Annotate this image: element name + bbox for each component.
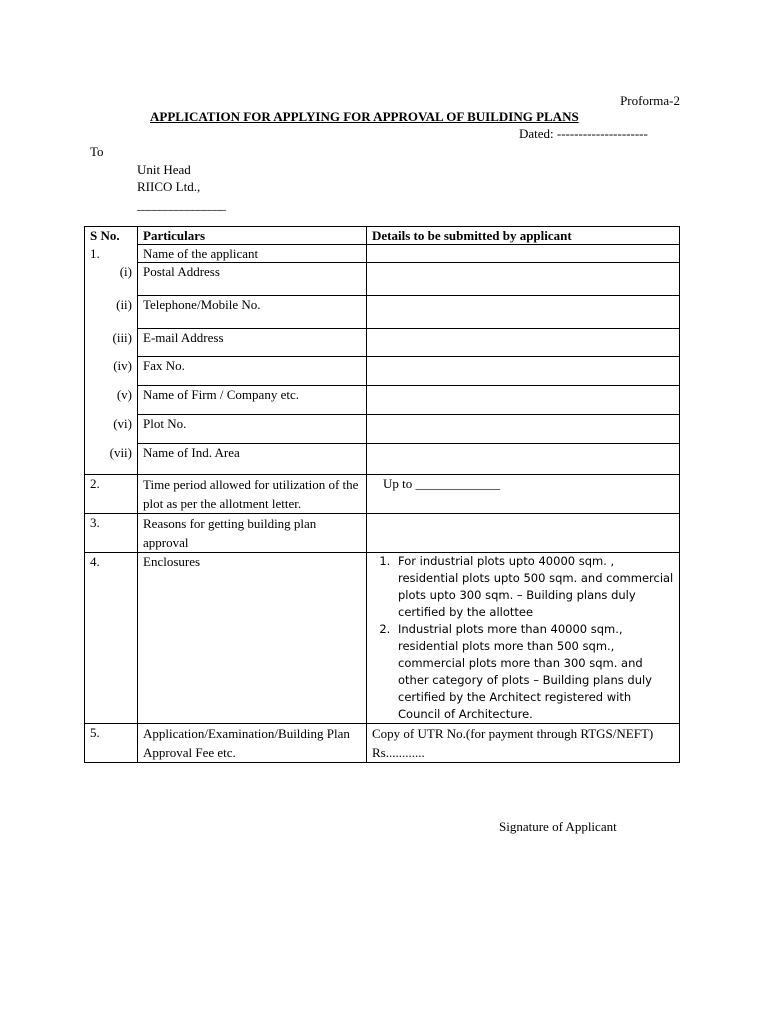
- row-sno: (v): [85, 386, 138, 415]
- table-row: [85, 552, 680, 723]
- row-sno: (ii): [85, 296, 138, 329]
- row-details[interactable]: [367, 296, 680, 329]
- row-particulars: Name of the applicant: [138, 245, 367, 263]
- row-particulars: Plot No.: [138, 415, 367, 444]
- table-row: [85, 263, 680, 296]
- header-sno: S No.: [85, 227, 138, 245]
- row-particulars: Name of Ind. Area: [138, 444, 367, 475]
- row-details[interactable]: [367, 357, 680, 386]
- row-particulars: Reasons for getting building plan approval: [138, 513, 367, 552]
- table-row: [85, 723, 680, 762]
- table-row: [85, 386, 680, 415]
- table-row: [85, 329, 680, 357]
- signature-label: Signature of Applicant: [499, 819, 617, 834]
- row-particulars: Postal Address: [138, 263, 367, 296]
- dated-field: Dated: ---------------------: [519, 126, 648, 141]
- enclosure-item: 2. Industrial plots more than 40000 sqm., residential plots more than 500 sqm., commercial plots more than 300 sqm. and other category of plots – Building plans duly certified by the Architect registered with Council of Architecture.: [394, 621, 674, 723]
- form-title: APPLICATION FOR APPLYING FOR APPROVAL OF BUILDING PLANS: [150, 109, 579, 124]
- table-row: [85, 357, 680, 386]
- row-sno: 4.: [85, 552, 138, 723]
- table-row: [85, 245, 680, 263]
- enclosures-cell: [367, 552, 680, 723]
- application-table: [84, 226, 680, 763]
- row-particulars: Enclosures: [138, 552, 367, 723]
- table-row: [85, 296, 680, 329]
- row-sno: 5.: [85, 723, 138, 762]
- enclosure-item: 1. For industrial plots upto 40000 sqm. , residential plots upto 500 sqm. and commercial plots upto 300 sqm. – Building plans duly certified by the allottee: [394, 553, 674, 621]
- table-row: [85, 444, 680, 475]
- table-row: [85, 513, 680, 552]
- row-details[interactable]: [367, 263, 680, 296]
- row-details[interactable]: [367, 513, 680, 552]
- header-particulars: Particulars: [138, 227, 367, 245]
- row-sno: 2.: [85, 474, 138, 513]
- row-details[interactable]: [367, 329, 680, 357]
- address-to: To: [90, 144, 104, 159]
- row-sno: (vi): [85, 415, 138, 444]
- header-details: Details to be submitted by applicant: [367, 227, 680, 245]
- row-sno: (vii): [85, 444, 138, 475]
- row-particulars: Fax No.: [138, 357, 367, 386]
- row-details[interactable]: [367, 386, 680, 415]
- address-line-2: RIICO Ltd.,: [137, 179, 201, 194]
- enclosures-list: [372, 553, 674, 723]
- row-particulars: Application/Examination/Building Plan Approval Fee etc.: [138, 723, 367, 762]
- row-particulars: E-mail Address: [138, 329, 367, 357]
- row-particulars: Time period allowed for utilization of the plot as per the allotment letter.: [138, 474, 367, 513]
- row-details[interactable]: [367, 415, 680, 444]
- row-sno: 3.: [85, 513, 138, 552]
- address-line-1: Unit Head: [137, 162, 191, 177]
- row-sno: (i): [85, 263, 138, 296]
- row-details[interactable]: Copy of UTR No.(for payment through RTGS/NEFT) Rs............: [367, 723, 680, 762]
- proforma-label: Proforma-2: [620, 93, 680, 108]
- row-details[interactable]: [367, 245, 680, 263]
- table-row: [85, 474, 680, 513]
- row-details[interactable]: Up to _____________: [367, 474, 680, 513]
- table-row: [85, 415, 680, 444]
- address-line-3: ________________: [137, 197, 225, 212]
- row-particulars: Telephone/Mobile No.: [138, 296, 367, 329]
- table-header-row: [85, 227, 680, 245]
- row-sno: (iii): [85, 329, 138, 357]
- row-particulars: Name of Firm / Company etc.: [138, 386, 367, 415]
- row-sno: 1.: [85, 245, 138, 263]
- row-sno: (iv): [85, 357, 138, 386]
- row-details[interactable]: [367, 444, 680, 475]
